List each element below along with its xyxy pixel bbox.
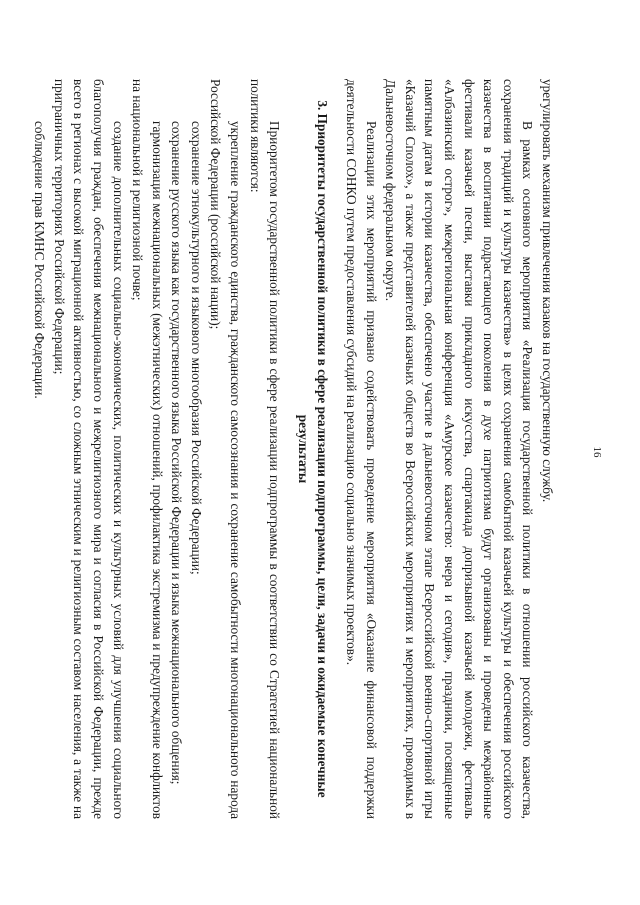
paragraph: В рамках основного мероприятия «Реализация государственной политики в отношении российского казачества, сохранения традиций и культуры казачества» в целях сохранения самобытной казачьей культуры и обеспечения российского казачества в воспитании подрастающего поколения в духе патриотизма будут организованы и проведены межрайонные фестивали казачьей песни, выставки прикладного искусства, спартакиада допризывной казачьей молодежи, фестиваль «Албазинский острог», межрегиональная конференция «Амурское казачество: вчера и сегодня», праздники, посвященные памятным датам в истории казачества, обеспечено участие в дальневосточном этапе Всероссийской военно-спортивной игры «Казачий Сполох», а также представителей казачьих обществ во Всероссийских мероприятиях и мероприятиях, проводимых в Дальневосточном федеральном округе. [383,79,536,819]
list-item: соблюдение прав КМНС Российской Федерации. [32,121,48,399]
paragraph: Приоритетом государственной политики в сфере реализации подпрограммы в соответствии со Стратегией национальной политики являются: [247,79,283,819]
paragraph: Реализации этих мероприятий призвано содействовать проведение мероприятия «Оказание финансовой поддержки деятельности СОНКО путем предоставления субсидий на реализацию социально значимых проектов». [344,79,379,819]
list-item: сохранение русского языка как государственного языка Российской Федерации и языка межнационального общения; [169,121,185,785]
page-number: 16 [591,446,603,458]
list-item: сохранение этнокультурного и языкового многообразия Российской Федерации; [188,121,204,575]
paragraph: урегулировать механизм привлечения казаков на государственную службу. [540,79,555,503]
list-item: гармонизация межнациональных (межэтнических) отношений, профилактика экстремизма и предупреждение конфликтов на национальной и религиозной почве; [130,79,165,819]
list-item: создание дополнительных социально-экономических, политических и культурных условий для улучшения социального благополучия граждан, обеспечения межнационального и межрелигиозного мира и согласия в Российской Федерации, прежде всего в регионах с высокой миграционной активностью, со сложным этническим и религиозным составом населения, а также на приграничных территориях Российской Федерации; [51,79,126,819]
document-body [32,79,557,819]
list-item: укрепление гражданского единства, гражданского самосознания и сохранение самобытности многонационального народа Российской Федерации (российской нации); [208,79,244,819]
section-heading: 3. Приоритеты государственной политики в сфере реализации подпрограммы, цели, задачи и ожидаемые конечные результаты [295,100,331,798]
